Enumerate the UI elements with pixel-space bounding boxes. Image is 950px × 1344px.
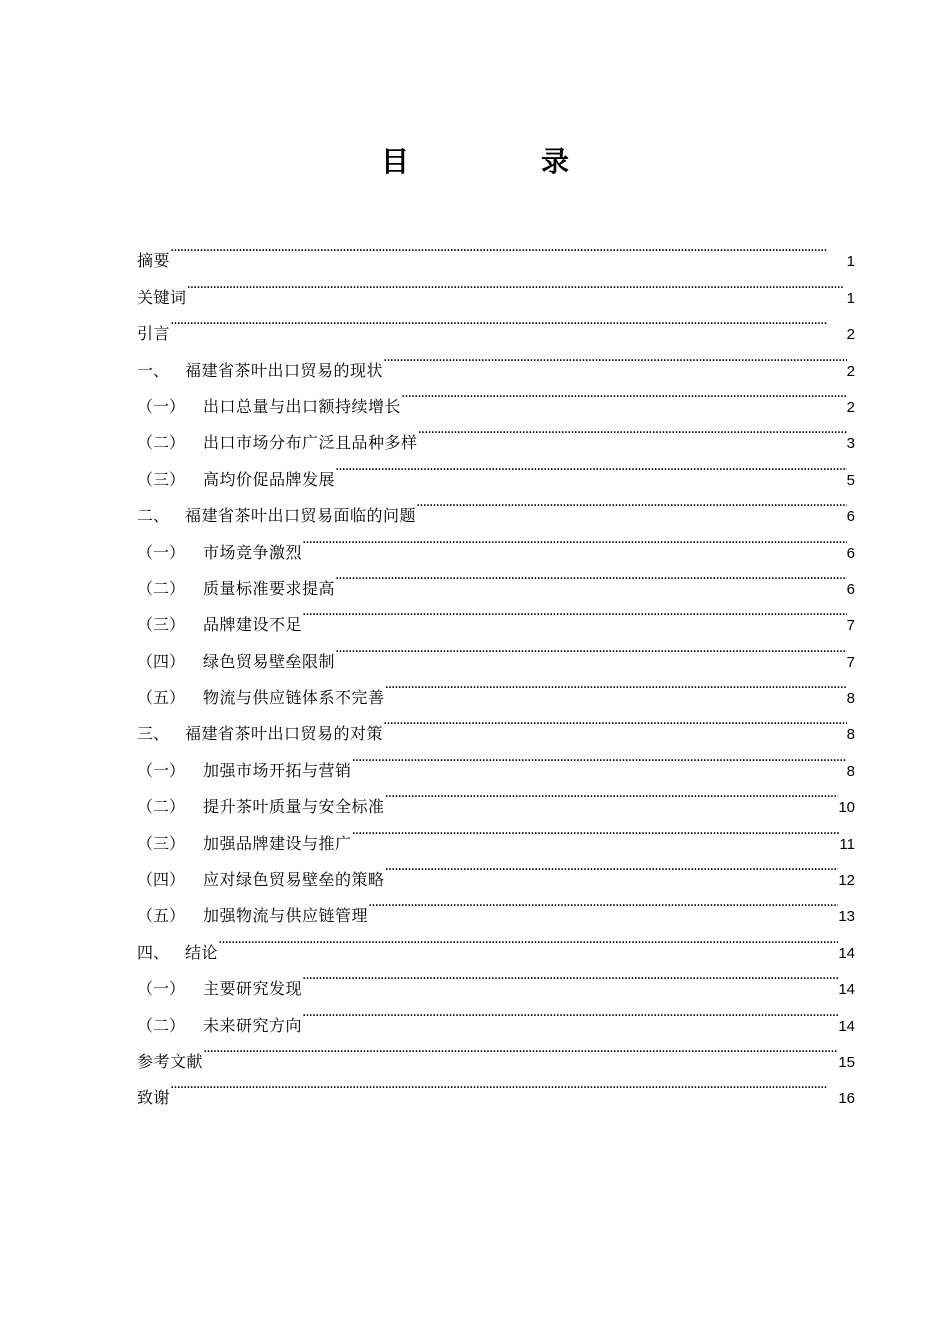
toc-entry-number: （一） — [137, 396, 186, 416]
toc-entry-text: 物流与供应链体系不完善 — [203, 688, 385, 708]
toc-page-number: 7 — [846, 653, 855, 671]
toc-page-number: 14 — [838, 1017, 855, 1035]
toc-leader-dots — [335, 630, 847, 666]
toc-leader-dots — [302, 521, 847, 557]
toc-entry-text: 加强品牌建设与推广 — [203, 833, 352, 853]
toc-page-number: 8 — [846, 726, 855, 744]
toc-page-number: 13 — [838, 908, 855, 926]
toc-page-number: 3 — [846, 435, 855, 453]
toc-page-number: 6 — [846, 544, 855, 562]
toc-entry-number: 三、 — [137, 724, 170, 744]
toc-entry[interactable] — [137, 958, 855, 999]
toc-page-number: 2 — [846, 326, 855, 344]
toc-entry-number: （五） — [137, 906, 186, 926]
toc-leader-dots — [302, 994, 838, 1030]
toc-entry[interactable] — [137, 1067, 855, 1108]
toc-entry-number: （一） — [137, 542, 186, 562]
toc-page-number: 15 — [838, 1053, 855, 1071]
toc-entry-number: （二） — [137, 433, 186, 453]
toc-entry-text: 市场竞争激烈 — [203, 542, 303, 562]
toc-leader-dots — [335, 448, 847, 484]
toc-entry-number: （二） — [137, 797, 186, 817]
toc-leader-dots — [352, 812, 840, 848]
toc-entry-number: 二、 — [137, 506, 170, 526]
toc-page-number: 2 — [846, 362, 855, 380]
toc-entry[interactable] — [137, 230, 855, 271]
toc-leader-dots — [218, 921, 838, 957]
toc-entry-text: 绿色贸易壁垒限制 — [203, 651, 336, 671]
toc-leader-dots — [383, 339, 847, 375]
toc-page-number: 6 — [846, 508, 855, 526]
toc-page-number: 16 — [838, 1090, 855, 1108]
toc-page-number: 11 — [839, 835, 855, 853]
toc-entry-text: 摘要 — [137, 251, 171, 271]
toc-entry-text: 未来研究方向 — [203, 1015, 303, 1035]
toc-entry-number: （一） — [137, 979, 186, 999]
toc-entry-text: 主要研究发现 — [203, 979, 303, 999]
toc-entry[interactable] — [137, 921, 855, 962]
toc-entry[interactable] — [137, 339, 855, 380]
toc-entry-number: （四） — [137, 651, 186, 671]
toc-entry-number: （一） — [137, 760, 186, 780]
toc-entry-number: （四） — [137, 870, 186, 890]
toc-entry-text: 高均价促品牌发展 — [203, 469, 336, 489]
toc-page-number: 14 — [838, 981, 855, 999]
toc-entry-text: 引言 — [137, 324, 171, 344]
toc-entry-text: 出口市场分布广泛且品种多样 — [203, 433, 418, 453]
toc-entry-text: 应对绿色贸易壁垒的策略 — [203, 870, 385, 890]
toc-entry-number: （三） — [137, 469, 186, 489]
toc-entry-text: 关键词 — [137, 287, 187, 307]
toc-entry-text: 福建省茶叶出口贸易的对策 — [185, 724, 384, 744]
toc-entry-text: 质量标准要求提高 — [203, 578, 336, 598]
toc-title: 目 录 — [380, 145, 621, 178]
toc-leader-dots — [170, 230, 847, 266]
toc-entry-text: 出口总量与出口额持续增长 — [203, 396, 402, 416]
toc-leader-dots — [187, 266, 847, 302]
toc-entry-text: 福建省茶叶出口贸易面临的问题 — [185, 506, 417, 526]
toc-leader-dots — [385, 849, 839, 885]
toc-page-number: 10 — [838, 799, 855, 817]
toc-leader-dots — [335, 558, 847, 594]
toc-page-number: 12 — [838, 872, 855, 890]
toc-entry-text: 结论 — [185, 942, 219, 962]
toc-page-number: 7 — [846, 617, 855, 635]
toc-page-number: 1 — [846, 253, 855, 271]
toc-page-number: 5 — [846, 471, 855, 489]
toc-entry-number: （五） — [137, 688, 186, 708]
toc-entry[interactable] — [137, 1031, 855, 1071]
toc-leader-dots — [170, 1067, 838, 1103]
toc-leader-dots — [418, 412, 847, 448]
toc-leader-dots — [385, 667, 847, 703]
toc-page-number: 1 — [846, 289, 855, 307]
toc-leader-dots — [352, 739, 847, 775]
toc-entry-text: 提升茶叶质量与安全标准 — [203, 797, 385, 817]
toc-entry-text: 加强市场开拓与营销 — [203, 760, 352, 780]
toc-leader-dots — [416, 485, 847, 521]
toc-page-number: 8 — [846, 690, 855, 708]
toc-leader-dots — [383, 703, 847, 739]
toc-leader-dots — [302, 958, 838, 994]
toc-leader-dots — [385, 776, 839, 812]
toc-entry-text: 福建省茶叶出口贸易的现状 — [185, 360, 384, 380]
toc-entry[interactable] — [137, 303, 855, 344]
toc-leader-dots — [302, 594, 847, 630]
toc-entry[interactable] — [137, 266, 855, 307]
toc-entry-number: 一、 — [137, 360, 170, 380]
toc-leader-dots — [368, 885, 838, 921]
toc-page-number: 14 — [838, 944, 855, 962]
toc-entry-text: 致谢 — [137, 1088, 171, 1108]
toc-entry-text: 加强物流与供应链管理 — [203, 906, 369, 926]
toc-leader-dots — [170, 303, 847, 339]
toc-entry-number: 四、 — [137, 942, 170, 962]
toc-entry-text: 参考文献 — [137, 1051, 204, 1071]
toc-entry-text: 品牌建设不足 — [203, 615, 303, 635]
toc-page-number: 6 — [846, 580, 855, 598]
toc-page-number: 2 — [846, 398, 855, 416]
toc-entry-number: （三） — [137, 615, 186, 635]
toc-entry-number: （二） — [137, 578, 186, 598]
toc-leader-dots — [203, 1031, 838, 1067]
toc-entry-number: （三） — [137, 833, 186, 853]
table-of-contents — [137, 230, 855, 1108]
toc-leader-dots — [401, 376, 847, 412]
toc-entry-number: （二） — [137, 1015, 186, 1035]
toc-page-number: 8 — [846, 762, 855, 780]
